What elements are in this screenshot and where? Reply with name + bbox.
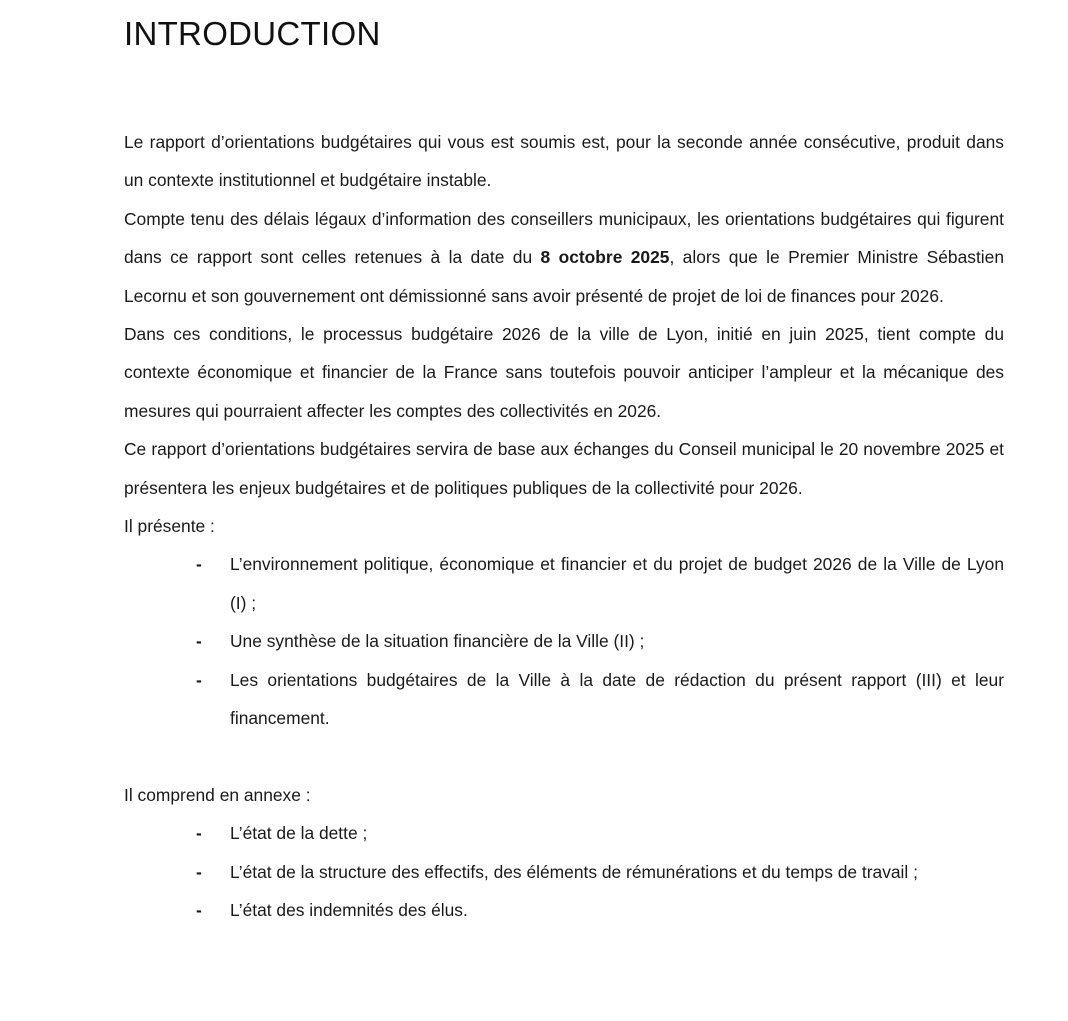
list-item bbox=[196, 661, 1004, 738]
paragraph-council-exchange: Ce rapport d’orientations budgétaires servira de base aux échanges du Conseil municipal le 20 novembre 2025 et présentera les enjeux budgétaires et de politiques publiques de la collectivité pour 2026. bbox=[124, 439, 1004, 498]
paragraph-legal-delays-end: , alors que le Premier Ministre Sébastien Lecornu et son gouvernement ont démissionné sans avoir présenté de projet de loi de finances pour 2026. bbox=[124, 247, 1004, 306]
list-item-text: L’état de la dette ; bbox=[230, 823, 368, 844]
list-item-text: L’état des indemnités des élus. bbox=[230, 900, 468, 921]
annexe-list bbox=[124, 814, 1004, 929]
dash-bullet: - bbox=[196, 554, 202, 575]
dash-bullet: - bbox=[196, 900, 202, 921]
dash-bullet: - bbox=[196, 823, 202, 844]
list-item-text: Une synthèse de la situation financière de la Ville (II) ; bbox=[230, 631, 645, 652]
list-item-text: L’état de la structure des effectifs, des éléments de rémunérations et du temps de travail ; bbox=[230, 861, 918, 882]
introduction-body bbox=[124, 123, 1004, 930]
paragraph-legal-delays-start: Compte tenu des délais légaux d’information des conseillers municipaux, les orientations budgétaires qui figurent dans ce rapport sont celles retenues à la date du bbox=[124, 208, 1004, 268]
presents-list bbox=[124, 545, 1004, 737]
paragraph-context: Le rapport d’orientations budgétaires qui vous est soumis est, pour la seconde année consécutive, produit dans un contexte institutionnel et budgétaire instable. bbox=[124, 132, 1004, 191]
list-item bbox=[196, 891, 1004, 929]
list-item bbox=[196, 545, 1004, 622]
document-page bbox=[124, 0, 1004, 930]
paragraph-annexe-intro: Il comprend en annexe : bbox=[124, 784, 311, 805]
list-item bbox=[196, 853, 1004, 891]
list-item bbox=[196, 814, 1004, 852]
key-date: 8 octobre 2025 bbox=[540, 247, 670, 268]
dash-bullet: - bbox=[196, 669, 202, 690]
list-item-text: Les orientations budgétaires de la Ville à la date de rédaction du présent rapport (III) et leur financement. bbox=[230, 669, 1004, 729]
dash-bullet: - bbox=[196, 631, 202, 652]
blank-line bbox=[124, 738, 1004, 776]
section-title: INTRODUCTION bbox=[124, 15, 381, 52]
dash-bullet: - bbox=[196, 861, 202, 882]
list-item bbox=[196, 622, 1004, 660]
paragraph-presents-intro: Il présente : bbox=[124, 516, 215, 537]
paragraph-legal-delays bbox=[124, 200, 1004, 315]
list-item-text: L’environnement politique, économique et financier et du projet de budget 2026 de la Ville de Lyon (I) ; bbox=[230, 554, 1004, 613]
paragraph-budget-process: Dans ces conditions, le processus budgétaire 2026 de la ville de Lyon, initié en juin 2025, tient compte du contexte économique et financier de la France sans toutefois pouvoir anticiper l’ampleur et la mécanique des mesures qui pourraient affecter les comptes des collectivités en 2026. bbox=[124, 324, 1004, 421]
